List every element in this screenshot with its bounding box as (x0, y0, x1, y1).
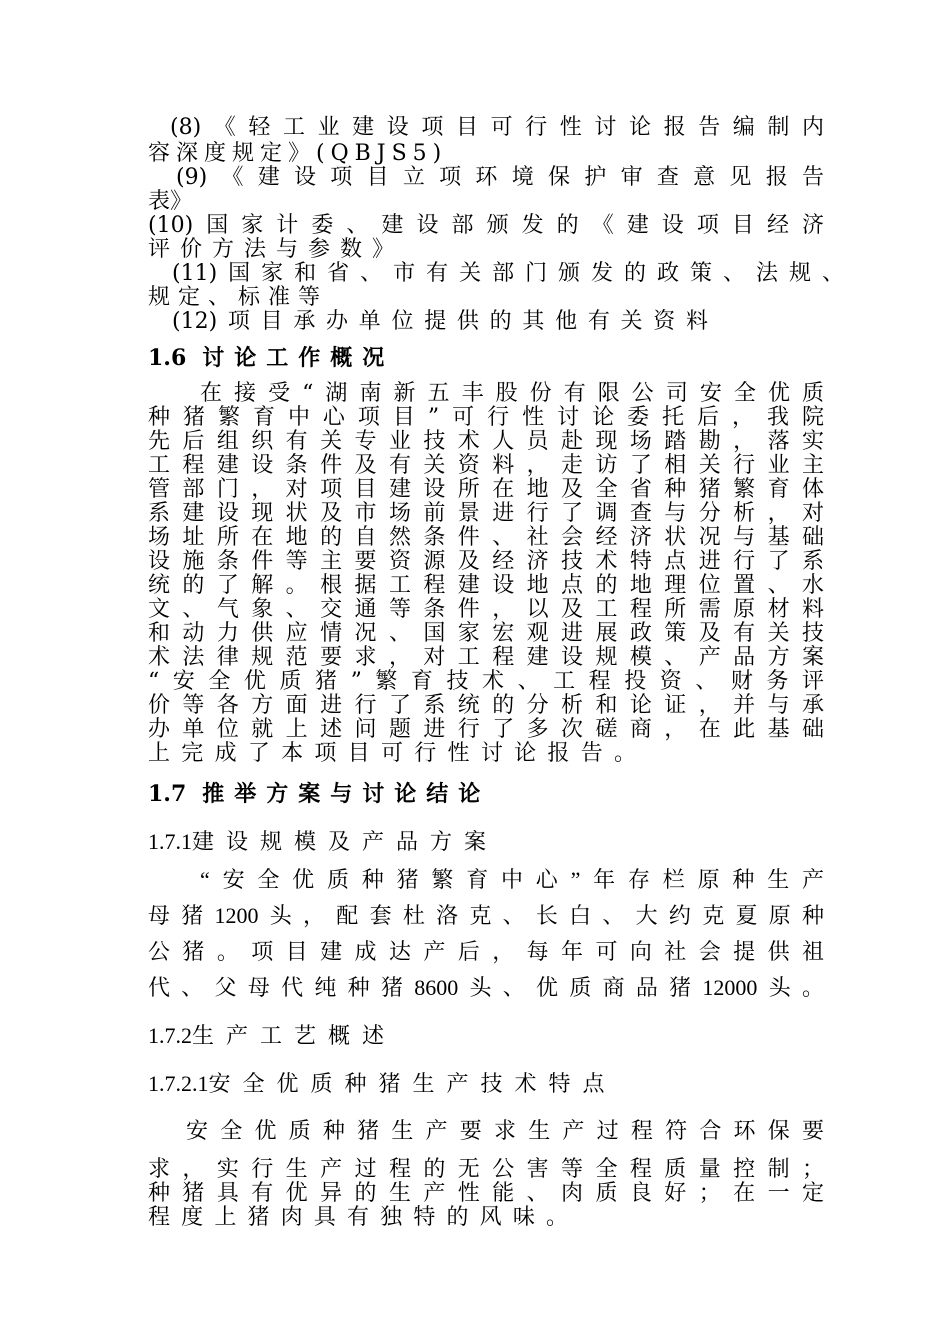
paragraph-line: 公猪。项目建成达产后，每年可向社会提供祖 (148, 939, 824, 964)
reference-item-10-line2: 评价方法与参数》 (148, 237, 405, 262)
reference-item-8-line1: (8)《轻工业建设项目可行性讨论报告编制内 (170, 115, 824, 140)
paragraph-line: 求，实行生产过程的无公害等全程质量控制； (148, 1157, 824, 1182)
section-heading-1-7 (148, 782, 824, 806)
paragraph-line: 安全优质种猪生产要求生产过程符合环保要 (186, 1119, 824, 1144)
subsection-title: 安全优质种猪生产技术特点 (208, 1072, 617, 1097)
paragraph-line: 文、气象、交通等条件，以及工程所需原材料 (148, 597, 824, 622)
reference-item-11-line2: 规定、标准等 (148, 285, 329, 310)
section-number: 1.6 (148, 345, 187, 371)
reference-item-9-line2: 表》 (148, 189, 193, 214)
paragraph-line: 上完成了本项目可行性讨论报告。 (148, 741, 636, 766)
paragraph-line: 和动力供应情况、国家宏观进展政策及有关技 (148, 621, 824, 646)
section-heading-1-6 (148, 346, 824, 370)
paragraph-line: 统的了解。根据工程建设地点的地理位置、水 (148, 573, 824, 598)
paragraph-line: “安全优质种猪繁育中心”年存栏原种生产 (200, 867, 824, 892)
paragraph-line: 管部门，对项目建设所在地及全省种猪繁育体 (148, 477, 824, 502)
paragraph-line: 办单位就上述问题进行了多次磋商，在此基础 (148, 717, 824, 742)
paragraph-line: 设施条件等主要资源及经济技术特点进行了系 (148, 549, 824, 574)
subsection-heading-1-7-1 (148, 830, 824, 854)
reference-item-12: (12)项目承办单位提供的其他有关资料 (172, 309, 708, 334)
section-title: 推举方案与讨论结论 (202, 781, 491, 807)
reference-item-10-line1: (10)国家计委、建设部颁发的《建设项目经济 (148, 213, 824, 238)
paragraph-line: 种猪繁育中心项目”可行性讨论委托后，我院 (148, 405, 824, 430)
reference-item-9-line1: (9)《建设项目立项环境保护审查意见报告 (176, 165, 824, 190)
paragraph-line: 工程建设条件及有关资料，走访了相关行业主 (148, 453, 824, 478)
subsection-number: 1.7.2 (148, 1023, 192, 1048)
paragraph-line: 种猪具有优异的生产性能、肉质良好；在一定 (148, 1181, 824, 1206)
subsection-heading-1-7-2 (148, 1024, 824, 1048)
paragraph-line: 代、父母代纯种猪8600头、优质商品猪12000头。 (148, 975, 824, 1000)
section-title: 讨论工作概况 (202, 345, 395, 371)
paragraph-line: 价等各方面进行了系统的分析和论证，并与承 (148, 693, 824, 718)
paragraph-line: 在接受“湖南新五丰股份有限公司安全优质 (200, 381, 824, 406)
paragraph-line: 先后组织有关专业技术人员赴现场踏勘，落实 (148, 429, 824, 454)
paragraph-line: 术法律规范要求，对工程建设规模、产品方案 (148, 645, 824, 670)
reference-item-8-line2: 容深度规定》(QBJS5) (148, 141, 448, 166)
subsection-number: 1.7.2.1 (148, 1071, 209, 1096)
subsection-title: 建设规模及产品方案 (192, 830, 499, 855)
paragraph-line: 母猪1200头，配套杜洛克、长白、大约克夏原种 (148, 903, 824, 928)
paragraph-line: 系建设现状及市场前景进行了调查与分析，对 (148, 501, 824, 526)
paragraph-line: 程度上猪肉具有独特的风味。 (148, 1205, 568, 1230)
section-number: 1.7 (148, 781, 187, 807)
subsection-title: 生产工艺概述 (192, 1024, 397, 1049)
subsection-heading-1-7-2-1 (148, 1072, 824, 1096)
subsection-number: 1.7.1 (148, 829, 192, 854)
paragraph-line: “安全优质猪”繁育技术、工程投资、财务评 (148, 669, 824, 694)
paragraph-line: 场址所在地的自然条件、社会经济状况与基础 (148, 525, 824, 550)
reference-item-11-line1: (11)国家和省、市有关部门颁发的政策、法规、 (172, 261, 844, 286)
